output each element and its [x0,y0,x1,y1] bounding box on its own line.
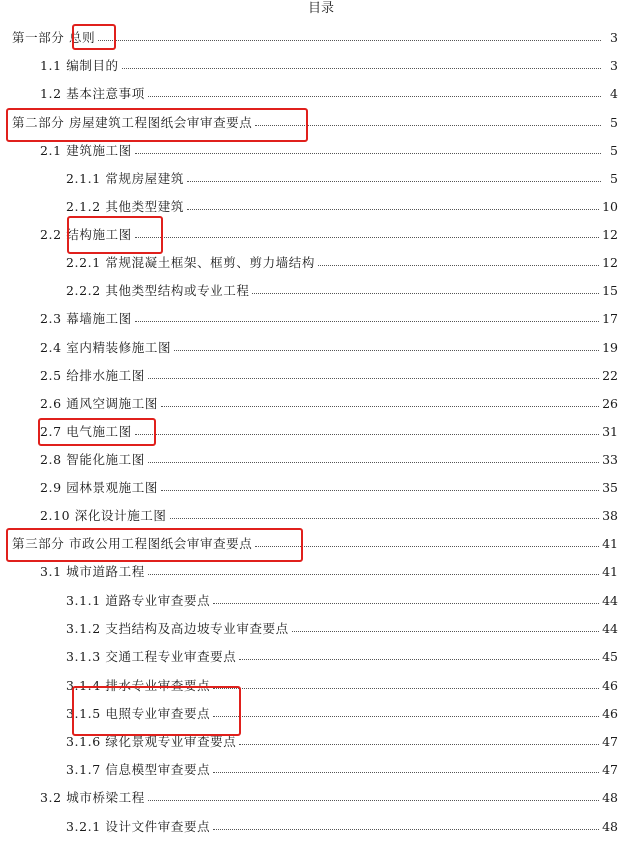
dot-leader [135,152,601,154]
dot-leader [135,320,599,322]
toc-entry-label: 1.1 编制目的 [40,58,119,73]
dot-leader [255,545,599,547]
toc-entry-page: 5 [610,114,618,130]
toc-entry-label: 3.1.4 排水专业审查要点 [66,678,211,693]
toc-entry-2-10[interactable] [40,505,618,525]
toc-entry-label: 3.2 城市桥梁工程 [40,790,145,805]
toc-entry-page: 46 [602,705,618,721]
toc-entry-2-1-1[interactable] [66,168,618,188]
dot-leader [213,828,599,830]
page-title: 目录 [307,1,334,16]
toc-entry-page: 4 [610,85,618,101]
dot-leader [239,658,599,660]
toc-entry-2-4[interactable] [40,337,618,357]
toc-entry-label: 2.2.2 其他类型结构或专业工程 [66,283,250,298]
toc-entry-page: 45 [602,648,618,664]
toc-entry-label: 1.2 基本注意事项 [40,86,145,101]
dot-leader [213,602,599,604]
toc-entry-page: 17 [602,310,618,326]
dot-leader [122,67,601,69]
toc-entry-label: 3.1 城市道路工程 [40,564,145,579]
toc-entry-2-5[interactable] [40,365,618,385]
toc-entry-label: 第一部分 总则 [12,30,96,45]
toc-entry-label: 3.1.5 电照专业审查要点 [66,706,211,721]
toc-entry-page: 19 [602,339,618,355]
toc-entry-page: 31 [602,423,618,439]
toc-entry-page: 44 [602,592,618,608]
toc-entry-label: 2.7 电气施工图 [40,424,132,439]
dot-leader [292,630,599,632]
toc-entry-label: 2.10 深化设计施工图 [40,508,167,523]
toc-entry-page: 41 [602,535,618,551]
toc-entry-page: 3 [610,29,618,45]
toc-entry-3-1-6[interactable] [66,731,618,751]
toc-entry-label: 2.6 通风空调施工图 [40,396,158,411]
dot-leader [187,180,601,182]
toc-entry-3-1-5[interactable] [66,703,618,723]
toc-entry-page: 5 [610,170,618,186]
toc-entry-page: 22 [602,367,618,383]
dot-leader [161,405,599,407]
toc-entry-3-1-7[interactable] [66,759,618,779]
toc-entry-page: 48 [602,818,618,834]
toc-entry-2-1[interactable] [40,140,618,160]
toc-entry-3-1[interactable] [40,561,618,581]
toc-entry-2-9[interactable] [40,477,618,497]
toc-entry-2-7[interactable] [40,421,618,441]
toc-entry-page: 12 [602,226,618,242]
toc-entry-page: 47 [602,761,618,777]
toc-entry-2-2-1[interactable] [66,252,618,272]
dot-leader [255,124,601,126]
toc-entry-label: 3.1.3 交通工程专业审查要点 [66,649,237,664]
toc-entry-label: 2.3 幕墙施工图 [40,311,132,326]
dot-leader [213,771,599,773]
toc-entry-label: 2.8 智能化施工图 [40,452,145,467]
toc-entry-label: 3.1.2 支挡结构及高边坡专业审查要点 [66,621,289,636]
dot-leader [135,236,599,238]
toc-entry-label: 2.1.2 其他类型建筑 [66,199,184,214]
toc-entry-label: 3.1.1 道路专业审查要点 [66,593,211,608]
dot-leader [252,292,599,294]
toc-entry-label: 2.9 园林景观施工图 [40,480,158,495]
dot-leader [98,39,601,41]
toc-entry-1-2[interactable] [40,83,618,103]
toc-entry-label: 3.1.7 信息模型审查要点 [66,762,211,777]
toc-entry-3-2-1[interactable] [66,816,618,836]
toc-entry-page: 3 [610,57,618,73]
dot-leader [187,208,599,210]
toc-entry-page: 10 [602,198,618,214]
toc-entry-page: 5 [610,142,618,158]
toc-entry-page: 26 [602,395,618,411]
dot-leader [174,349,599,351]
toc-entry-page: 35 [602,479,618,495]
toc-entry-part-3[interactable] [12,533,618,553]
dot-leader [148,573,599,575]
toc-entry-3-1-3[interactable] [66,646,618,666]
dot-leader [135,433,599,435]
toc-entry-part-2[interactable] [12,112,618,132]
toc-entry-part-1[interactable] [12,27,618,47]
dot-leader [148,95,601,97]
toc-entry-page: 44 [602,620,618,636]
toc-entry-label: 2.5 给排水施工图 [40,368,145,383]
toc-entry-label: 3.1.6 绿化景观专业审查要点 [66,734,237,749]
toc-entry-label: 2.2 结构施工图 [40,227,132,242]
toc-entry-label: 3.2.1 设计文件审查要点 [66,819,211,834]
toc-entry-3-1-1[interactable] [66,590,618,610]
dot-leader [213,715,599,717]
toc-entry-2-2-2[interactable] [66,280,618,300]
toc-entry-page: 41 [602,563,618,579]
toc-entry-2-6[interactable] [40,393,618,413]
toc-entry-1-1[interactable] [40,55,618,75]
dot-leader [213,687,599,689]
toc-entry-label: 2.2.1 常规混凝土框架、框剪、剪力墙结构 [66,255,315,270]
toc-entry-2-3[interactable] [40,308,618,328]
toc-entry-page: 38 [602,507,618,523]
dot-leader [148,377,599,379]
toc-entry-page: 12 [602,254,618,270]
toc-entry-label: 2.1 建筑施工图 [40,143,132,158]
toc-entry-label: 2.4 室内精装修施工图 [40,340,172,355]
toc-entry-2-1-2[interactable] [66,196,618,216]
toc-entry-2-8[interactable] [40,449,618,469]
toc-entry-3-1-2[interactable] [66,618,618,638]
dot-leader [148,461,599,463]
dot-leader [318,264,599,266]
toc-entry-page: 46 [602,677,618,693]
toc-entry-label: 2.1.1 常规房屋建筑 [66,171,184,186]
toc-entry-page: 47 [602,733,618,749]
dot-leader [239,743,599,745]
toc-entry-label: 第三部分 市政公用工程图纸会审审查要点 [12,536,253,551]
dot-leader [170,517,600,519]
toc-entry-3-1-4[interactable] [66,675,618,695]
toc-entry-page: 48 [602,789,618,805]
toc-entry-3-2[interactable] [40,787,618,807]
dot-leader [161,489,599,491]
toc-entry-label: 第二部分 房屋建筑工程图纸会审审查要点 [12,115,253,130]
toc-entry-page: 33 [602,451,618,467]
toc-entry-2-2[interactable] [40,224,618,244]
dot-leader [148,799,599,801]
toc-entry-page: 15 [602,282,618,298]
